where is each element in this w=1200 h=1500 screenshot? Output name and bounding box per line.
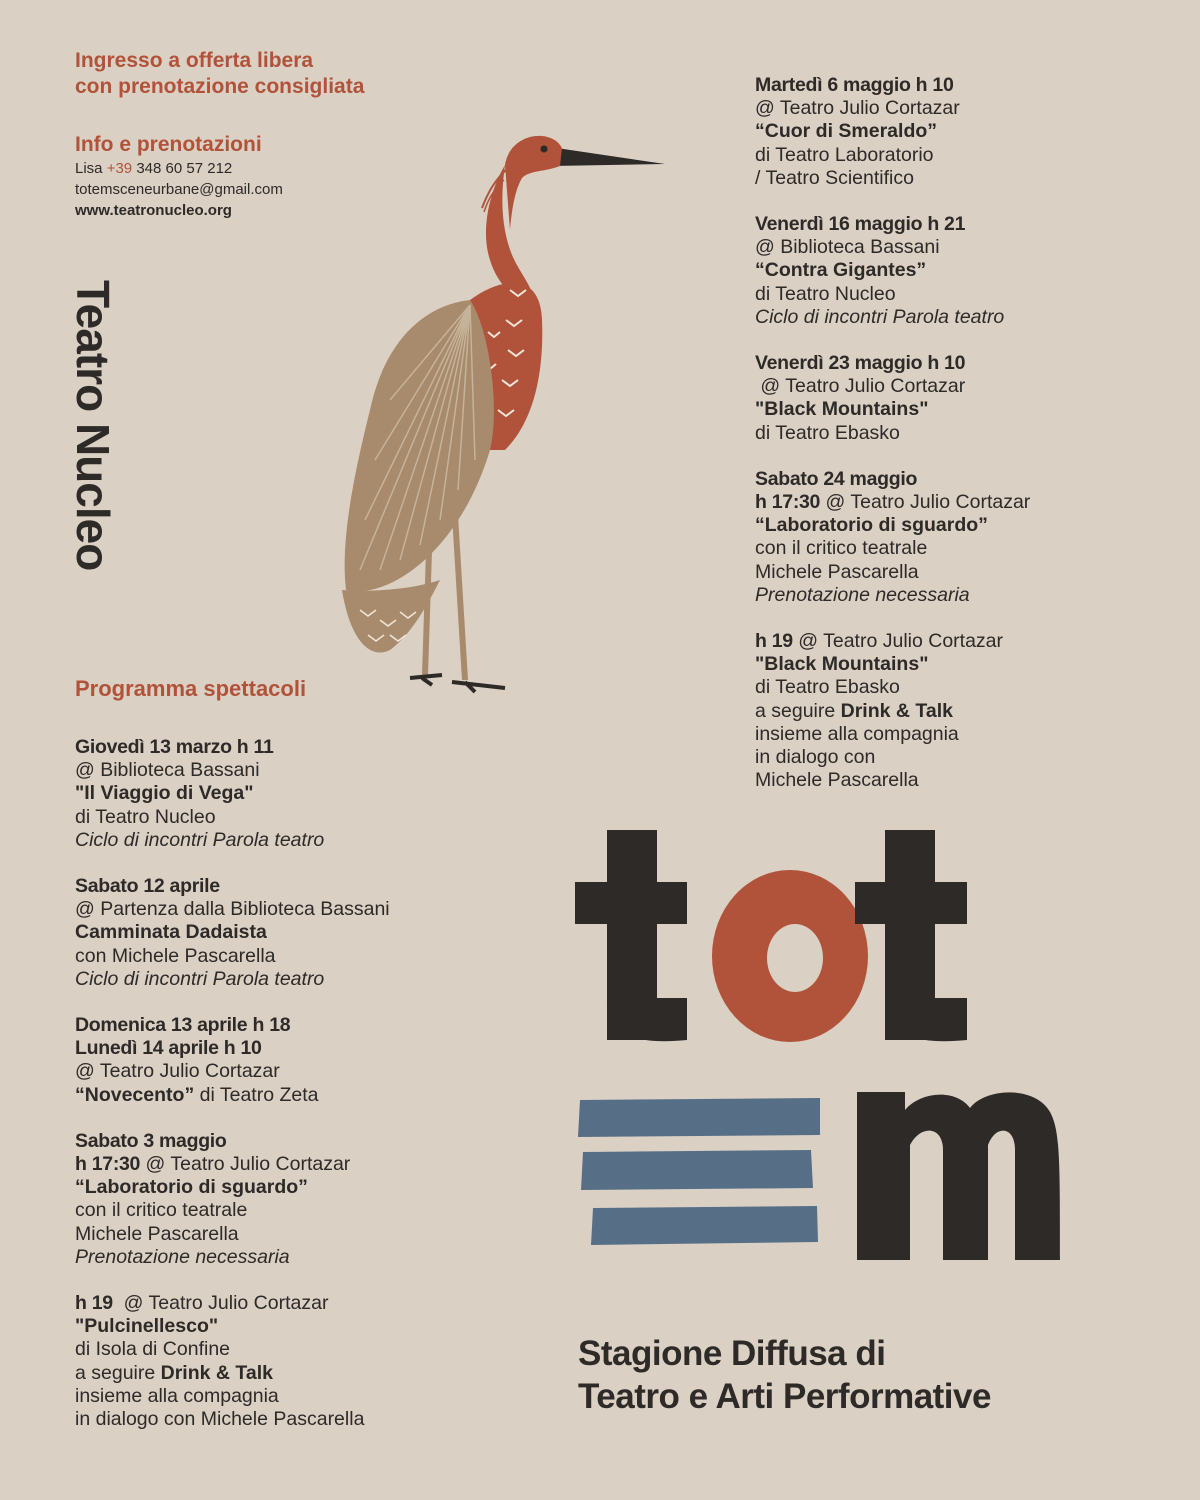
event-line: in dialogo con <box>755 746 876 769</box>
event-follow-pre: a seguire <box>755 699 841 722</box>
event-venue: @ Biblioteca Bassani <box>755 236 940 259</box>
event-title: "Black Mountains" <box>755 398 929 421</box>
contact-name: Lisa <box>75 160 103 177</box>
event-company: con Michele Pascarella <box>75 944 276 967</box>
event-venue: @ Biblioteca Bassani <box>75 759 260 782</box>
logo-letter-t1 <box>575 830 687 1041</box>
phone-prefix: +39 <box>106 160 133 177</box>
event-date: Giovedì 13 marzo h 11 <box>75 736 274 758</box>
event-note: Prenotazione necessaria <box>75 1245 290 1268</box>
event-line: con il critico teatrale <box>755 537 928 560</box>
event-note: Ciclo di incontri Parola teatro <box>75 967 325 990</box>
event-item <box>755 352 1175 445</box>
entry-info <box>75 48 364 100</box>
program-title: Programma spettacoli <box>75 676 307 701</box>
event-line: insieme alla compagnia <box>755 722 959 745</box>
event-title: "Il Viaggio di Vega" <box>75 782 254 805</box>
event-date-2: Lunedì 14 aprile h 10 <box>75 1037 262 1060</box>
event-title: Camminata Dadaista <box>75 921 267 944</box>
event-item <box>755 74 1175 190</box>
totem-logo-art <box>575 830 1115 1260</box>
event-title: "Pulcinellesco" <box>75 1315 219 1338</box>
event-note: Ciclo di incontri Parola teatro <box>75 828 325 851</box>
event-item <box>75 1292 515 1431</box>
event-title: “Contra Gigantes” <box>755 259 927 282</box>
event-date: Sabato 24 maggio <box>755 467 918 490</box>
event-company: di Isola di Confine <box>75 1338 231 1361</box>
event-item <box>755 213 1175 329</box>
logo-letter-e <box>578 1098 820 1245</box>
event-item <box>75 875 515 991</box>
totem-logo <box>575 830 1115 1260</box>
entry-line-2: con prenotazione consigliata <box>75 75 365 98</box>
event-time-venue <box>75 1153 515 1176</box>
tagline <box>578 1332 991 1418</box>
entry-line-1: Ingresso a offerta libera <box>75 49 314 72</box>
event-follow <box>75 1362 515 1385</box>
event-item <box>755 630 1175 792</box>
event-item <box>75 736 515 852</box>
vertical-title: Teatro Nucleo <box>67 280 119 571</box>
logo-letter-o <box>712 870 868 1042</box>
event-title: "Black Mountains" <box>755 653 929 676</box>
event-line: in dialogo con Michele Pascarella <box>75 1408 365 1431</box>
event-company: di Teatro Zeta <box>194 1083 319 1106</box>
event-venue: @ Teatro Julio Cortazar <box>140 1153 351 1176</box>
event-item <box>755 468 1175 607</box>
event-list-left <box>75 736 515 1431</box>
event-venue: @ Teatro Julio Cortazar <box>792 630 1004 653</box>
event-line: Michele Pascarella <box>755 769 919 792</box>
event-time-venue <box>755 491 1175 514</box>
event-follow <box>755 700 1175 723</box>
phone-line <box>75 158 283 179</box>
event-time-venue <box>75 1292 515 1315</box>
event-venue: @ Teatro Julio Cortazar <box>75 1060 280 1083</box>
event-title: “Laboratorio di sguardo” <box>755 514 988 537</box>
event-company: di Teatro Laboratorio <box>755 143 934 166</box>
event-date: Venerdì 23 maggio h 10 <box>755 352 966 375</box>
event-note: Ciclo di incontri Parola teatro <box>755 305 1005 328</box>
event-company: di Teatro Nucleo <box>755 282 896 305</box>
event-venue: @ Teatro Julio Cortazar <box>755 375 966 398</box>
event-title: “Laboratorio di sguardo” <box>75 1176 308 1199</box>
event-company: di Teatro Nucleo <box>75 805 216 828</box>
event-date: Domenica 13 aprile h 18 <box>75 1014 291 1037</box>
event-line: Michele Pascarella <box>75 1222 239 1245</box>
event-venue: @ Teatro Julio Cortazar <box>820 491 1031 514</box>
tagline-line-1: Stagione Diffusa di <box>578 1334 886 1373</box>
event-follow-bold: Drink & Talk <box>840 699 953 722</box>
event-venue: @ Teatro Julio Cortazar <box>112 1292 329 1315</box>
contact-block <box>75 132 283 221</box>
heron-icon <box>330 120 680 700</box>
phone-number[interactable]: 348 60 57 212 <box>136 160 233 177</box>
event-item <box>75 1014 515 1107</box>
event-time: h 19 <box>75 1292 113 1315</box>
event-company: di Teatro Ebasko <box>755 421 900 444</box>
info-title: Info e prenotazioni <box>75 133 262 156</box>
event-company: di Teatro Ebasko <box>755 676 900 699</box>
event-follow-bold: Drink & Talk <box>160 1361 273 1384</box>
event-time: h 19 <box>755 630 793 653</box>
tagline-line-2: Teatro e Arti Performative <box>578 1377 991 1416</box>
event-date: Sabato 12 aprile <box>75 875 220 898</box>
event-venue: @ Partenza dalla Biblioteca Bassani <box>75 898 390 921</box>
email-link[interactable]: totemsceneurbane@gmail.com <box>75 181 283 198</box>
event-note: Prenotazione necessaria <box>755 583 970 606</box>
event-line: Michele Pascarella <box>755 560 919 583</box>
event-date: Martedì 6 maggio h 10 <box>755 74 954 96</box>
event-title-line <box>75 1084 515 1107</box>
website-link[interactable]: www.teatronucleo.org <box>75 202 232 219</box>
event-title: “Novecento” <box>75 1083 195 1106</box>
event-line: con il critico teatrale <box>75 1199 248 1222</box>
event-time: h 17:30 <box>755 491 821 514</box>
event-list-right <box>755 74 1175 792</box>
event-title: “Cuor di Smeraldo” <box>755 120 938 143</box>
event-follow-pre: a seguire <box>75 1361 161 1384</box>
event-company-2: / Teatro Scientifico <box>755 166 914 189</box>
event-date: Sabato 3 maggio <box>75 1129 227 1152</box>
event-venue: @ Teatro Julio Cortazar <box>755 97 960 120</box>
event-item <box>75 1130 515 1269</box>
event-time-venue <box>755 630 1175 653</box>
event-time: h 17:30 <box>75 1153 141 1176</box>
event-line: insieme alla compagnia <box>75 1384 279 1407</box>
event-date: Venerdì 16 maggio h 21 <box>755 213 966 236</box>
logo-letter-m <box>857 1092 1060 1260</box>
logo-letter-t2 <box>855 830 967 1041</box>
